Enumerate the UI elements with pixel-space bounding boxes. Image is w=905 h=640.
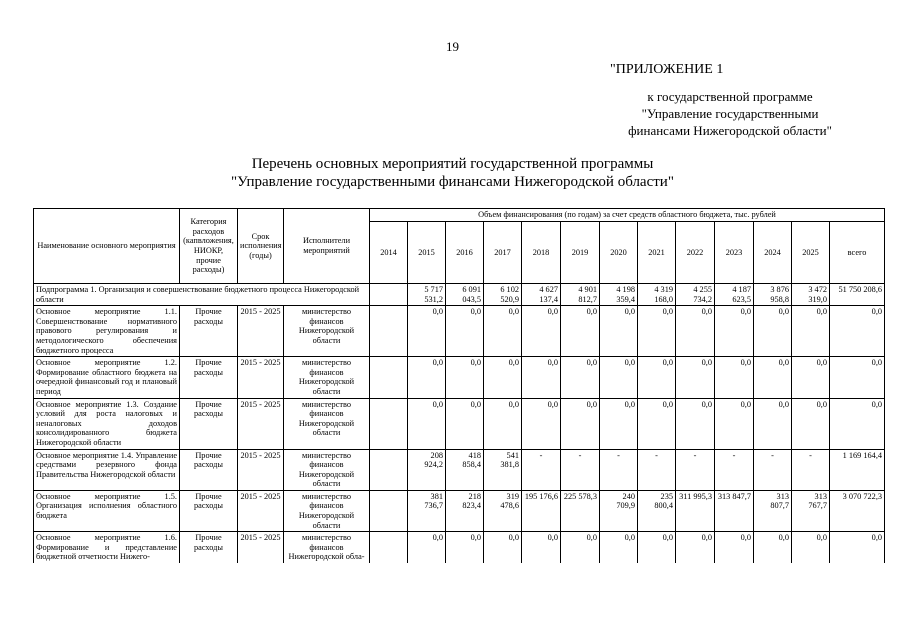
activity-value-всего: 3 070 722,3	[830, 490, 885, 531]
subprogram-value-2020: 4 198 359,4	[600, 284, 638, 306]
activity-term: 2015 - 2025	[238, 306, 284, 357]
activity-value-2019: 225 578,3	[561, 490, 600, 531]
activity-value-2020: 0,0	[600, 532, 638, 563]
activity-value-2014	[370, 449, 408, 490]
activity-value-2017: 0,0	[484, 357, 522, 398]
activity-value-2016: 0,0	[446, 306, 484, 357]
table-row	[34, 449, 885, 490]
subprogram-value-2018: 4 627 137,4	[522, 284, 561, 306]
subprogram-value-2015: 5 717 531,2	[408, 284, 446, 306]
subprogram-value-2021: 4 319 168,0	[638, 284, 676, 306]
activity-value-2022: -	[676, 449, 715, 490]
header-year-всего: всего	[830, 222, 885, 284]
activity-value-всего: 0,0	[830, 398, 885, 449]
header-year-2019: 2019	[561, 222, 600, 284]
activity-value-2025: 0,0	[792, 532, 830, 563]
activity-value-2022: 311 995,3	[676, 490, 715, 531]
activity-value-2018: -	[522, 449, 561, 490]
activity-executor: министерство финансов Нижегородской обла-	[284, 532, 370, 563]
table-header	[34, 209, 885, 284]
activity-value-2020: 0,0	[600, 306, 638, 357]
activity-value-2021: -	[638, 449, 676, 490]
header-category: Категория расходов (капвложения, НИОКР, прочие расходы)	[180, 209, 238, 284]
activity-value-2023: 0,0	[715, 398, 754, 449]
activity-value-2014	[370, 306, 408, 357]
activity-value-2022: 0,0	[676, 398, 715, 449]
subprogram-value-2024: 3 876 958,8	[754, 284, 792, 306]
activity-value-2014	[370, 357, 408, 398]
activity-category: Прочие расходы	[180, 532, 238, 563]
activity-name: Основное мероприятие 1.2. Формирование областного бюджета на очередной финансовый год и плановый период	[34, 357, 180, 398]
activity-value-2017: 0,0	[484, 398, 522, 449]
activity-value-2025: 0,0	[792, 306, 830, 357]
activity-value-2024: 0,0	[754, 357, 792, 398]
appendix-line-2: "Управление государственными	[641, 106, 819, 121]
activity-value-2018: 0,0	[522, 357, 561, 398]
activity-value-всего: 0,0	[830, 532, 885, 563]
activity-value-2023: -	[715, 449, 754, 490]
activity-value-2020: 240 709,9	[600, 490, 638, 531]
activity-name: Основное мероприятие 1.3. Создание условий для роста налоговых и неналоговых доходов консолидированного бюджета Нижегородской области	[34, 398, 180, 449]
activity-value-2019: 0,0	[561, 532, 600, 563]
header-year-2015: 2015	[408, 222, 446, 284]
appendix-line-3: финансами Нижегородской области"	[628, 123, 832, 138]
activity-name: Основное мероприятие 1.5. Организация исполнения областного бюджета	[34, 490, 180, 531]
activity-category: Прочие расходы	[180, 490, 238, 531]
header-year-2021: 2021	[638, 222, 676, 284]
subprogram-value-2017: 6 102 520,9	[484, 284, 522, 306]
activity-value-2014	[370, 398, 408, 449]
subprogram-value-2025: 3 472 319,0	[792, 284, 830, 306]
activity-value-2021: 0,0	[638, 532, 676, 563]
activity-value-2014	[370, 532, 408, 563]
activity-value-2018: 0,0	[522, 398, 561, 449]
activity-value-2015: 0,0	[408, 357, 446, 398]
activity-term: 2015 - 2025	[238, 398, 284, 449]
activity-value-2016: 218 823,4	[446, 490, 484, 531]
header-funding: Объем финансирования (по годам) за счет средств областного бюджета, тыс. рублей	[370, 209, 885, 222]
header-year-2024: 2024	[754, 222, 792, 284]
activity-name: Основное мероприятие 1.4. Управление средствами резервного фонда Правительства Нижегородской области	[34, 449, 180, 490]
activity-value-2018: 0,0	[522, 306, 561, 357]
activity-value-2021: 0,0	[638, 306, 676, 357]
subprogram-value-2014	[370, 284, 408, 306]
activity-name: Основное мероприятие 1.1. Совершенствование нормативного правового регулирования и методологического обеспечения бюджетного процесса	[34, 306, 180, 357]
activity-value-2017: 0,0	[484, 532, 522, 563]
activity-value-2019: 0,0	[561, 357, 600, 398]
activity-term: 2015 - 2025	[238, 449, 284, 490]
subprogram-value-2022: 4 255 734,2	[676, 284, 715, 306]
activity-executor: министерство финансов Нижегородской области	[284, 306, 370, 357]
activity-value-2024: -	[754, 449, 792, 490]
activity-value-2023: 0,0	[715, 306, 754, 357]
page-number: 19	[446, 39, 459, 54]
activity-value-2024: 0,0	[754, 398, 792, 449]
subprogram-value-всего: 51 750 208,6	[830, 284, 885, 306]
activity-term: 2015 - 2025	[238, 490, 284, 531]
header-year-2014: 2014	[370, 222, 408, 284]
header-year-2017: 2017	[484, 222, 522, 284]
activity-value-2023: 313 847,7	[715, 490, 754, 531]
header-year-2018: 2018	[522, 222, 561, 284]
activity-value-2018: 195 176,6	[522, 490, 561, 531]
header-year-2025: 2025	[792, 222, 830, 284]
activity-value-2021: 0,0	[638, 357, 676, 398]
table-body	[34, 284, 885, 564]
activity-name: Основное мероприятие 1.6. Формирование и представление бюджетной отчетности Нижего-	[34, 532, 180, 563]
activity-category: Прочие расходы	[180, 398, 238, 449]
activity-value-2025: 0,0	[792, 398, 830, 449]
subprogram-value-2019: 4 901 812,7	[561, 284, 600, 306]
table-row	[34, 532, 885, 563]
activity-value-2019: -	[561, 449, 600, 490]
activity-value-2024: 313 807,7	[754, 490, 792, 531]
header-name: Наименование основного мероприятия	[34, 209, 180, 284]
table-row	[34, 490, 885, 531]
appendix-subtitle	[560, 88, 900, 139]
activity-executor: министерство финансов Нижегородской области	[284, 357, 370, 398]
document-title-line-2: "Управление государственными финансами Нижегородской области"	[231, 174, 674, 190]
document-title	[0, 155, 905, 191]
activity-value-всего: 0,0	[830, 306, 885, 357]
activity-value-2017: 0,0	[484, 306, 522, 357]
activity-value-2020: 0,0	[600, 357, 638, 398]
activity-term: 2015 - 2025	[238, 532, 284, 563]
activity-value-2021: 0,0	[638, 398, 676, 449]
activity-value-2017: 541 381,8	[484, 449, 522, 490]
activity-value-2014	[370, 490, 408, 531]
activity-term: 2015 - 2025	[238, 357, 284, 398]
activity-value-2016: 0,0	[446, 357, 484, 398]
activity-value-2025: -	[792, 449, 830, 490]
activity-category: Прочие расходы	[180, 306, 238, 357]
activity-value-2019: 0,0	[561, 306, 600, 357]
activity-value-2017: 319 478,6	[484, 490, 522, 531]
subprogram-value-2016: 6 091 043,5	[446, 284, 484, 306]
activity-value-2015: 0,0	[408, 532, 446, 563]
activity-value-2020: 0,0	[600, 398, 638, 449]
activity-value-2015: 208 924,2	[408, 449, 446, 490]
activity-value-2015: 381 736,7	[408, 490, 446, 531]
activity-value-2025: 313 767,7	[792, 490, 830, 531]
appendix-title: "ПРИЛОЖЕНИЕ 1	[610, 62, 724, 77]
appendix-line-1: к государственной программе	[647, 89, 813, 104]
activity-value-2016: 0,0	[446, 532, 484, 563]
activity-value-2024: 0,0	[754, 532, 792, 563]
activity-value-2016: 0,0	[446, 398, 484, 449]
activity-executor: министерство финансов Нижегородской области	[284, 490, 370, 531]
header-term: Срок исполнения (годы)	[238, 209, 284, 284]
activity-executor: министерство финансов Нижегородской области	[284, 449, 370, 490]
activity-value-2022: 0,0	[676, 306, 715, 357]
header-year-2020: 2020	[600, 222, 638, 284]
activity-value-2015: 0,0	[408, 306, 446, 357]
document-title-line-1: Перечень основных мероприятий государственной программы	[251, 156, 654, 172]
activity-value-2023: 0,0	[715, 357, 754, 398]
activity-value-2023: 0,0	[715, 532, 754, 563]
subprogram-value-2023: 4 187 623,5	[715, 284, 754, 306]
activity-value-2019: 0,0	[561, 398, 600, 449]
table-row	[34, 306, 885, 357]
header-year-2016: 2016	[446, 222, 484, 284]
activities-table	[33, 208, 885, 563]
activity-executor: министерство финансов Нижегородской области	[284, 398, 370, 449]
activity-value-2020: -	[600, 449, 638, 490]
activity-value-всего: 1 169 164,4	[830, 449, 885, 490]
subprogram-row	[34, 284, 885, 306]
activity-value-2022: 0,0	[676, 357, 715, 398]
activity-value-всего: 0,0	[830, 357, 885, 398]
header-year-2022: 2022	[676, 222, 715, 284]
header-year-2023: 2023	[715, 222, 754, 284]
activity-value-2025: 0,0	[792, 357, 830, 398]
subprogram-name: Подпрограмма 1. Организация и совершенствование бюджетного процесса Нижегородской области	[34, 284, 370, 306]
activity-value-2021: 235 800,4	[638, 490, 676, 531]
table-row	[34, 398, 885, 449]
activity-category: Прочие расходы	[180, 357, 238, 398]
header-executors: Исполнители мероприятий	[284, 209, 370, 284]
activity-value-2018: 0,0	[522, 532, 561, 563]
activity-category: Прочие расходы	[180, 449, 238, 490]
activity-value-2024: 0,0	[754, 306, 792, 357]
activity-value-2022: 0,0	[676, 532, 715, 563]
activity-value-2015: 0,0	[408, 398, 446, 449]
activity-value-2016: 418 858,4	[446, 449, 484, 490]
table-row	[34, 357, 885, 398]
